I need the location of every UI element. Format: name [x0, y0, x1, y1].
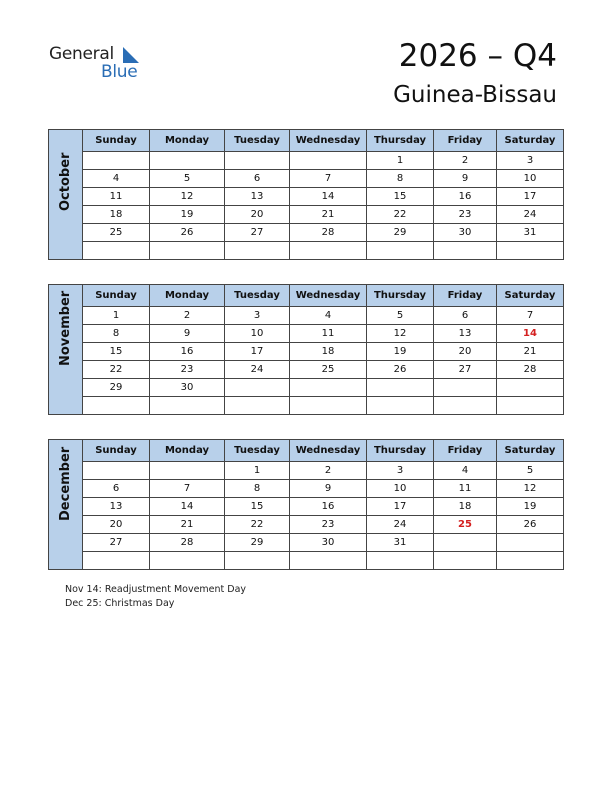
day-cell: 8 [83, 325, 150, 343]
week-row [49, 206, 564, 224]
day-cell: 15 [83, 343, 150, 361]
day-cell: 2 [434, 152, 497, 170]
weekday-header: Thursday [367, 285, 434, 307]
day-cell [367, 552, 434, 570]
week-row [49, 397, 564, 415]
weekday-header: Saturday [497, 440, 564, 462]
day-cell: 8 [225, 480, 290, 498]
day-cell: 11 [290, 325, 367, 343]
day-cell: 22 [225, 516, 290, 534]
day-cell [225, 552, 290, 570]
day-cell: 11 [83, 188, 150, 206]
day-cell: 2 [290, 462, 367, 480]
week-row [49, 188, 564, 206]
day-cell: 30 [290, 534, 367, 552]
day-cell: 28 [150, 534, 225, 552]
weekday-header: Wednesday [290, 440, 367, 462]
day-cell: 21 [150, 516, 225, 534]
day-cell: 27 [225, 224, 290, 242]
day-cell: 2 [150, 307, 225, 325]
day-cell: 31 [497, 224, 564, 242]
day-cell [367, 379, 434, 397]
day-cell: 18 [290, 343, 367, 361]
day-cell: 10 [497, 170, 564, 188]
day-cell [497, 379, 564, 397]
weekday-header: Wednesday [290, 285, 367, 307]
day-cell [150, 462, 225, 480]
week-row [49, 462, 564, 480]
day-cell: 20 [434, 343, 497, 361]
day-cell: 30 [150, 379, 225, 397]
day-cell [290, 152, 367, 170]
day-cell [434, 397, 497, 415]
day-cell [367, 397, 434, 415]
day-cell [150, 397, 225, 415]
day-cell: 14 [497, 325, 564, 343]
day-cell: 4 [83, 170, 150, 188]
logo-word-general: General [49, 44, 114, 64]
weekday-header: Friday [434, 285, 497, 307]
weekday-header: Monday [150, 285, 225, 307]
day-cell [434, 534, 497, 552]
country-name: Guinea-Bissau [393, 82, 557, 108]
day-cell: 14 [290, 188, 367, 206]
calendar-october [48, 129, 564, 260]
day-cell: 9 [150, 325, 225, 343]
weekday-header: Friday [434, 130, 497, 152]
weekday-header: Tuesday [225, 130, 290, 152]
calendar-december [48, 439, 564, 570]
day-cell: 29 [367, 224, 434, 242]
day-cell: 16 [290, 498, 367, 516]
day-cell: 14 [150, 498, 225, 516]
month-name: November [58, 290, 73, 366]
day-cell: 25 [434, 516, 497, 534]
day-cell: 18 [434, 498, 497, 516]
weekday-header: Tuesday [225, 285, 290, 307]
day-cell: 22 [83, 361, 150, 379]
month-label [49, 130, 83, 260]
day-cell [83, 242, 150, 260]
day-cell: 13 [83, 498, 150, 516]
day-cell [150, 552, 225, 570]
day-cell [497, 242, 564, 260]
day-cell: 6 [225, 170, 290, 188]
day-cell: 28 [290, 224, 367, 242]
holiday-note: Nov 14: Readjustment Movement Day [65, 584, 247, 595]
day-cell: 10 [367, 480, 434, 498]
week-row [49, 534, 564, 552]
day-cell: 13 [225, 188, 290, 206]
day-cell [225, 379, 290, 397]
day-cell: 7 [497, 307, 564, 325]
day-cell: 4 [434, 462, 497, 480]
day-cell: 3 [497, 152, 564, 170]
weekday-header: Sunday [83, 440, 150, 462]
day-cell: 12 [367, 325, 434, 343]
day-cell: 13 [434, 325, 497, 343]
day-cell: 29 [225, 534, 290, 552]
day-cell: 28 [497, 361, 564, 379]
month-label [49, 440, 83, 570]
day-cell [434, 379, 497, 397]
day-cell [497, 552, 564, 570]
day-cell: 30 [434, 224, 497, 242]
day-cell: 1 [83, 307, 150, 325]
day-cell: 24 [497, 206, 564, 224]
day-cell: 19 [367, 343, 434, 361]
day-cell: 29 [83, 379, 150, 397]
day-cell: 1 [367, 152, 434, 170]
week-row [49, 242, 564, 260]
day-cell [83, 462, 150, 480]
day-cell: 12 [150, 188, 225, 206]
day-cell [290, 552, 367, 570]
day-cell: 24 [225, 361, 290, 379]
week-row [49, 552, 564, 570]
week-row [49, 516, 564, 534]
day-cell: 20 [225, 206, 290, 224]
day-cell: 8 [367, 170, 434, 188]
page-title: 2026 – Q4 [398, 38, 557, 74]
day-cell [83, 397, 150, 415]
day-cell: 23 [150, 361, 225, 379]
month-name: October [58, 152, 73, 211]
weekday-header: Thursday [367, 130, 434, 152]
day-cell: 1 [225, 462, 290, 480]
week-row [49, 152, 564, 170]
day-cell: 26 [497, 516, 564, 534]
day-cell [290, 379, 367, 397]
weekday-header: Saturday [497, 130, 564, 152]
day-cell: 21 [290, 206, 367, 224]
calendar-november [48, 284, 564, 415]
day-cell: 19 [497, 498, 564, 516]
holiday-note: Dec 25: Christmas Day [65, 598, 175, 609]
day-cell: 31 [367, 534, 434, 552]
day-cell [367, 242, 434, 260]
weekday-header: Monday [150, 440, 225, 462]
day-cell [434, 242, 497, 260]
day-cell: 5 [367, 307, 434, 325]
weekday-header: Friday [434, 440, 497, 462]
day-cell: 17 [497, 188, 564, 206]
day-cell: 10 [225, 325, 290, 343]
day-cell: 16 [150, 343, 225, 361]
month-name: December [58, 446, 73, 521]
day-cell: 22 [367, 206, 434, 224]
day-cell: 15 [367, 188, 434, 206]
day-cell: 17 [367, 498, 434, 516]
week-row [49, 224, 564, 242]
day-cell: 24 [367, 516, 434, 534]
day-cell [290, 397, 367, 415]
day-cell [225, 397, 290, 415]
day-cell: 23 [434, 206, 497, 224]
day-cell: 27 [434, 361, 497, 379]
weekday-header: Tuesday [225, 440, 290, 462]
day-cell: 15 [225, 498, 290, 516]
weekday-header: Monday [150, 130, 225, 152]
day-cell: 6 [83, 480, 150, 498]
week-row [49, 343, 564, 361]
day-cell: 7 [290, 170, 367, 188]
week-row [49, 361, 564, 379]
weekday-header: Wednesday [290, 130, 367, 152]
weekday-header: Sunday [83, 130, 150, 152]
week-row [49, 480, 564, 498]
day-cell: 16 [434, 188, 497, 206]
day-cell: 3 [225, 307, 290, 325]
day-cell: 18 [83, 206, 150, 224]
month-label [49, 285, 83, 415]
weekday-header: Saturday [497, 285, 564, 307]
day-cell: 11 [434, 480, 497, 498]
day-cell [150, 242, 225, 260]
day-cell [83, 552, 150, 570]
day-cell: 23 [290, 516, 367, 534]
day-cell: 5 [150, 170, 225, 188]
day-cell [434, 552, 497, 570]
day-cell: 5 [497, 462, 564, 480]
day-cell [290, 242, 367, 260]
day-cell [225, 152, 290, 170]
day-cell: 17 [225, 343, 290, 361]
day-cell [497, 397, 564, 415]
day-cell: 26 [150, 224, 225, 242]
weekday-header: Sunday [83, 285, 150, 307]
generalblue-logo [49, 44, 149, 84]
day-cell: 26 [367, 361, 434, 379]
week-row [49, 307, 564, 325]
week-row [49, 325, 564, 343]
day-cell: 12 [497, 480, 564, 498]
day-cell: 4 [290, 307, 367, 325]
weekday-header: Thursday [367, 440, 434, 462]
day-cell: 25 [290, 361, 367, 379]
day-cell: 20 [83, 516, 150, 534]
day-cell: 27 [83, 534, 150, 552]
day-cell: 6 [434, 307, 497, 325]
day-cell: 7 [150, 480, 225, 498]
week-row [49, 170, 564, 188]
logo-word-blue: Blue [101, 62, 138, 82]
day-cell [497, 534, 564, 552]
day-cell [83, 152, 150, 170]
holiday-notes [65, 583, 246, 611]
day-cell: 25 [83, 224, 150, 242]
day-cell [225, 242, 290, 260]
week-row [49, 379, 564, 397]
day-cell: 9 [434, 170, 497, 188]
day-cell: 21 [497, 343, 564, 361]
week-row [49, 498, 564, 516]
day-cell: 3 [367, 462, 434, 480]
day-cell [150, 152, 225, 170]
day-cell: 19 [150, 206, 225, 224]
day-cell: 9 [290, 480, 367, 498]
